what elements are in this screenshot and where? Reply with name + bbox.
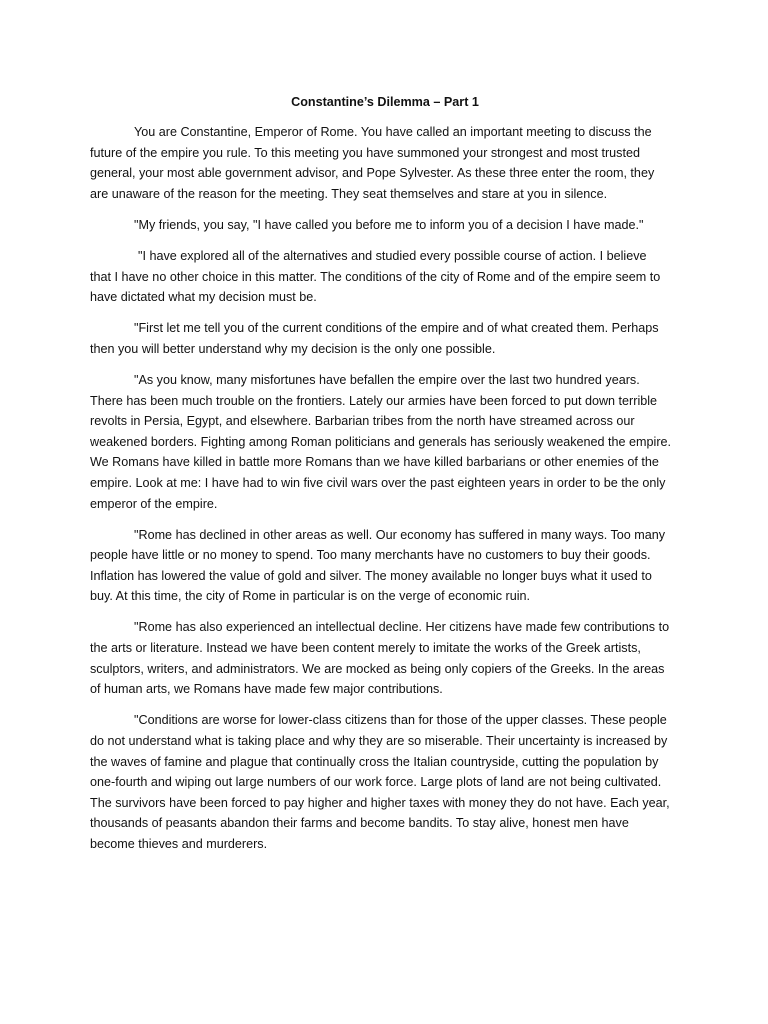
paragraph-line: one-fourth and wiping out large numbers of our work force. Large plots of land are not being cultivated. (90, 775, 662, 790)
paragraph (90, 215, 680, 236)
paragraph-line: are unaware of the reason for the meeting. They seat themselves and stare at you in silence. (90, 186, 608, 201)
paragraph-line: weakened borders. Fighting among Roman politicians and generals has seriously weakened the empire. (90, 434, 672, 449)
paragraph-line: revolts in Persia, Egypt, and elsewhere. Barbarian tribes from the north have streamed across our (90, 414, 635, 429)
paragraph (90, 318, 680, 359)
paragraph-line: the arts or literature. Instead we have been content merely to imitate the works of the Greek artists, (90, 641, 641, 656)
paragraph-line: "First let me tell you of the current conditions of the empire and of what created them. Perhaps (134, 321, 659, 336)
paragraph-line: "My friends, you say, "I have called you before me to inform you of a decision I have made." (134, 217, 644, 232)
paragraph-line: Inflation has lowered the value of gold and silver. The money available no longer buys what it used to (90, 568, 652, 583)
paragraph-line: future of the empire you rule. To this meeting you have summoned your strongest and most trusted (90, 145, 640, 160)
paragraph-line: become thieves and murderers. (90, 836, 268, 851)
paragraph-line: "Rome has also experienced an intellectual decline. Her citizens have made few contributions to (134, 620, 670, 635)
paragraph-line: We Romans have killed in battle more Romans than we have killed barbarians or other enemies of the (90, 455, 659, 470)
paragraph-line: emperor of the empire. (90, 496, 218, 511)
paragraph-line: thousands of peasants abandon their farms and become bandits. To stay alive, honest men have (90, 816, 629, 831)
paragraph-line: then you will better understand why my decision is the only one possible. (90, 341, 496, 356)
paragraph-line: "As you know, many misfortunes have befallen the empire over the last two hundred years. (134, 372, 640, 387)
paragraph (90, 246, 680, 308)
paragraph (90, 370, 680, 514)
paragraph (90, 710, 680, 854)
paragraph-line: buy. At this time, the city of Rome in particular is on the verge of economic ruin. (90, 589, 531, 604)
paragraph-line: general, your most able government advisor, and Pope Sylvester. As these three enter the room, they (90, 166, 655, 181)
paragraph-line: "I have explored all of the alternatives and studied every possible course of action. I believe (138, 248, 647, 263)
paragraph-line: of human arts, we Romans have made few major contributions. (90, 682, 443, 697)
paragraph-line: The survivors have been forced to pay higher and higher taxes with money they do not have. Each year, (90, 795, 670, 810)
paragraph-line: the waves of famine and plague that continually cross the Italian countryside, cutting the population by (90, 754, 659, 769)
paragraph-line: do not understand what is taking place and why they are so miserable. Their uncertainty is increased by (90, 733, 668, 748)
paragraph (90, 525, 680, 607)
document-body (90, 92, 680, 865)
document-title: Constantine’s Dilemma – Part 1 (291, 95, 479, 109)
paragraph (90, 122, 680, 204)
paragraph-line: "Conditions are worse for lower-class citizens than for those of the upper classes. These people (134, 713, 667, 728)
paragraph-line: empire. Look at me: I have had to win five civil wars over the past eighteen years in order to be the only (90, 475, 666, 490)
paragraph-line: sculptors, writers, and administrators. We are mocked as being only copiers of the Greeks. In the areas (90, 661, 665, 676)
paragraph-line: "Rome has declined in other areas as well. Our economy has suffered in many ways. Too many (134, 527, 666, 542)
paragraph (90, 617, 680, 699)
paragraph-line: people have little or no money to spend. Too many merchants have no customers to buy their goods. (90, 548, 651, 563)
paragraph-line: have dictated what my decision must be. (90, 290, 317, 305)
paragraph-line: There has been much trouble on the frontiers. Lately our armies have been forced to put down terrible (90, 393, 658, 408)
paragraph-line: that I have no other choice in this matter. The conditions of the city of Rome and of the empire seem to (90, 269, 661, 284)
paragraph-line: You are Constantine, Emperor of Rome. You have called an important meeting to discuss the (134, 125, 652, 139)
